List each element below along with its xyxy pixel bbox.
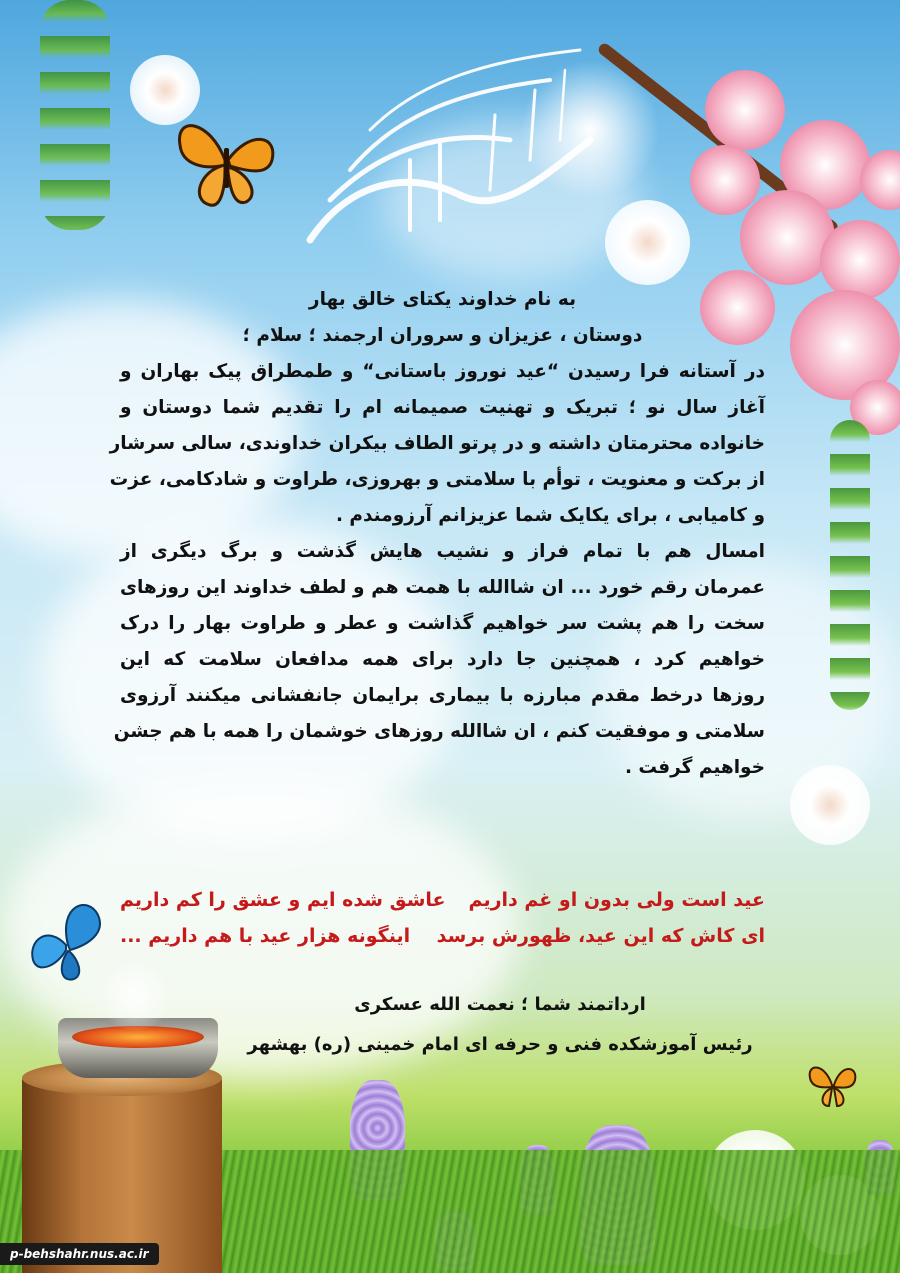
body-line: روزها درخط مقدم مبارزه با بیماری برایمان جانفشانی میکنند آرزوی <box>120 685 765 706</box>
body-line: سخت را هم پشت سر خواهیم گذاشت و عطر و طراوت بهار را درک <box>120 613 765 634</box>
greeting-line: دوستان ، عزیزان و سروران ارجمند ؛ سلام ؛ <box>242 325 643 346</box>
butterfly-orange-icon <box>170 110 280 215</box>
signature-title: رئیس آموزشکده فنی و حرفه ای امام خمینی (ره) بهشهر <box>247 1034 753 1055</box>
body-line: آغاز سال نو ؛ تبریک و تهنیت صمیمانه ام را تقدیم شما دوستان و <box>120 397 765 418</box>
signature-block <box>240 985 760 1065</box>
body-line: امسال هم با تمام فراز و نشیب هایش گذشت و برگ دیگری از <box>120 541 765 562</box>
dandelion-icon <box>790 765 870 845</box>
calligraphy-emblem <box>290 20 610 270</box>
website-watermark[interactable]: p-behshahr.nus.ac.ir <box>0 1243 159 1265</box>
body-line: عمرمان رقم خورد ... ان شاالله با همت هم و لطف خداوند این روزهای <box>120 577 765 598</box>
body-line: و کامیابی ، برای یکایک شما عزیزانم آرزومندم . <box>335 505 765 526</box>
body-line: خواهیم کرد ، همچنین جا دارد برای همه مدافعان سلامت که این <box>120 649 765 670</box>
dandelion-icon <box>605 200 690 285</box>
verse-hemistich: ای کاش که این عید، ظهورش برسد <box>436 925 765 947</box>
signature-name: ارداتمند شما ؛ نعمت الله عسکری <box>354 994 646 1015</box>
butterfly-blue-icon <box>28 895 108 985</box>
vine <box>40 0 110 230</box>
body-line: در آستانه فرا رسیدن “عید نوروز باستانی“ و طمطراق پیک بهاران و <box>120 361 765 382</box>
verse-hemistich: عید است ولی بدون او غم داریم <box>468 889 765 911</box>
letter-body <box>109 282 765 786</box>
butterfly-orange-icon <box>805 1058 860 1113</box>
body-line: از برکت و معنویت ، توأم با سلامتی و بهروزی، طراوت و شادکامی، عزت <box>109 469 765 490</box>
smoke <box>95 960 175 1030</box>
verse-hemistich: اینگونه هزار عید با هم داریم ... <box>120 925 411 947</box>
poem-verse <box>120 882 765 954</box>
opening-line: به نام خداوند یکتای خالق بهار <box>308 289 577 310</box>
body-line: خواهیم گرفت . <box>624 757 765 778</box>
verse-hemistich: عاشق شده ایم و عشق را کم داریم <box>120 889 446 911</box>
vine <box>830 420 870 710</box>
body-line: خانواده محترمتان داشته و در پرتو الطاف بیکران خداوندی، سالی سرشار <box>109 433 765 454</box>
body-line: سلامتی و موفقیت کنم ، ان شاالله روزهای خوشمان را همه با هم جشن <box>113 721 765 742</box>
